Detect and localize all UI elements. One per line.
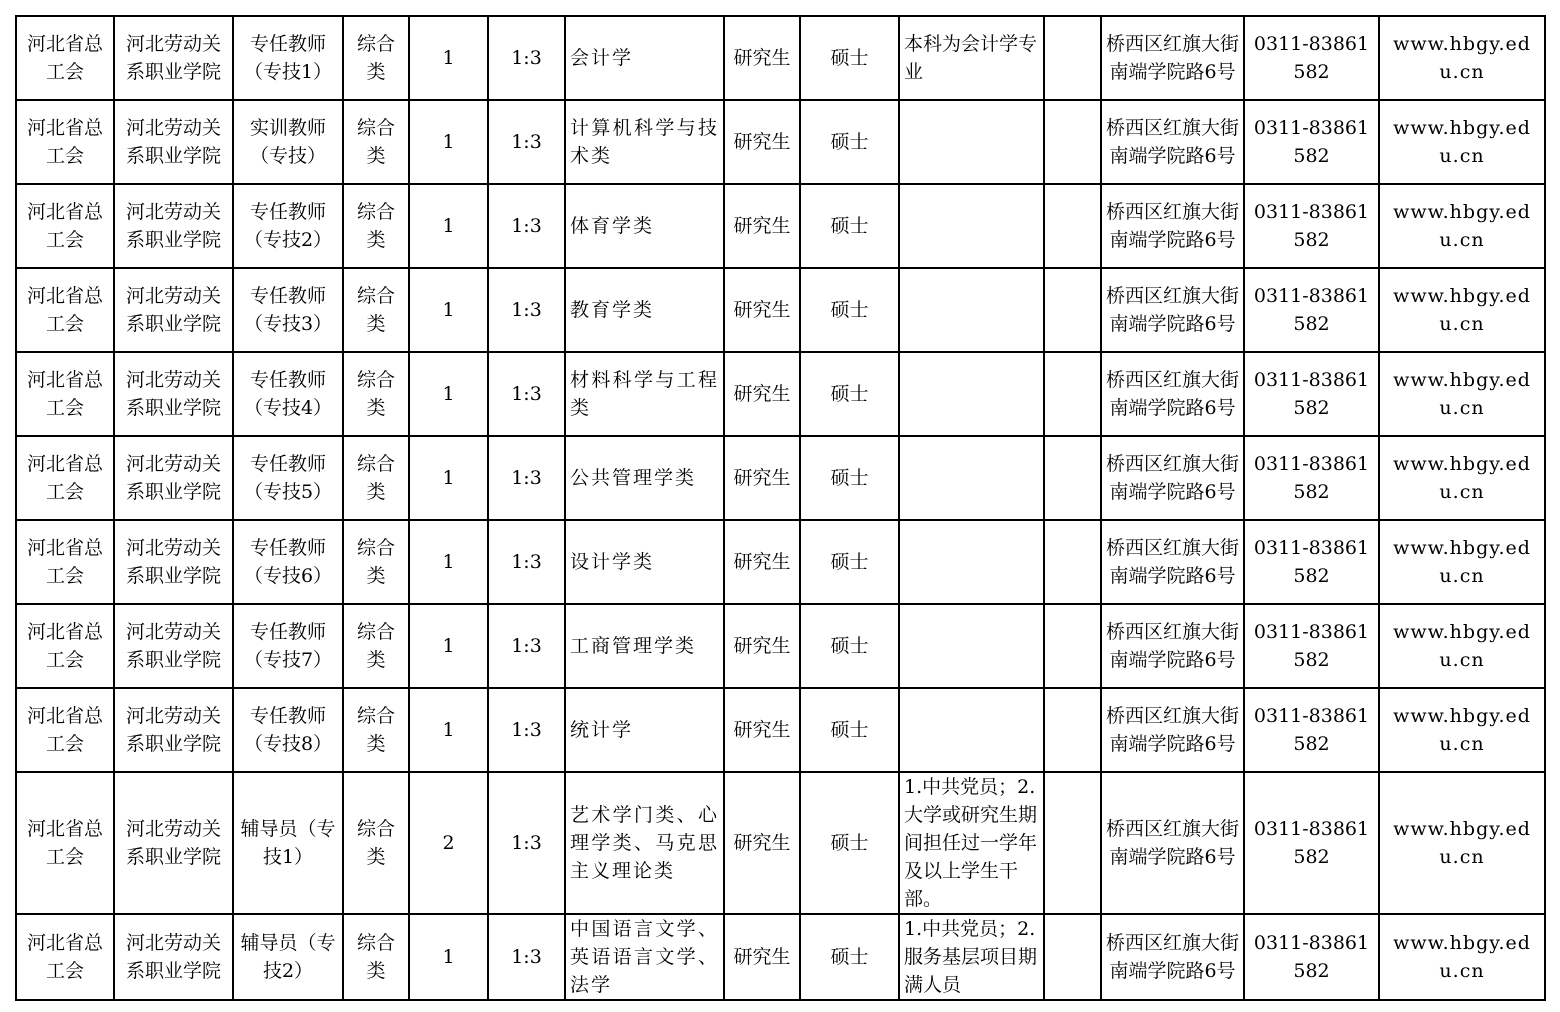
position-cell: 专任教师（专技1） [233,16,343,100]
notes-cell [899,268,1044,352]
degree-cell: 硕士 [800,184,899,268]
ratio-cell: 1:3 [488,604,565,688]
website-cell: www.hbgy.edu.cn [1379,604,1545,688]
table-row [16,100,1545,184]
position-cell: 专任教师（专技5） [233,436,343,520]
count-cell: 2 [409,772,488,914]
ratio-cell: 1:3 [488,914,565,1000]
other-cell [1044,688,1101,772]
position-cell: 辅导员（专技2） [233,914,343,1000]
other-cell [1044,436,1101,520]
address-cell: 桥西区红旗大街南端学院路6号 [1101,352,1244,436]
website-cell: www.hbgy.edu.cn [1379,184,1545,268]
degree-cell: 硕士 [800,436,899,520]
category-cell: 综合类 [343,100,409,184]
ratio-cell: 1:3 [488,772,565,914]
website-cell: www.hbgy.edu.cn [1379,688,1545,772]
degree-cell: 硕士 [800,16,899,100]
category-cell: 综合类 [343,16,409,100]
education-cell: 研究生 [724,184,800,268]
dept-cell: 河北省总工会 [16,184,114,268]
notes-cell: 本科为会计学专业 [899,16,1044,100]
education-cell: 研究生 [724,772,800,914]
category-cell: 综合类 [343,352,409,436]
major-cell: 统计学 [565,688,724,772]
phone-cell: 0311-83861582 [1244,184,1379,268]
table-row [16,352,1545,436]
dept-cell: 河北省总工会 [16,100,114,184]
phone-cell: 0311-83861582 [1244,688,1379,772]
position-cell: 专任教师（专技2） [233,184,343,268]
dept-cell: 河北省总工会 [16,688,114,772]
position-cell: 辅导员（专技1） [233,772,343,914]
category-cell: 综合类 [343,520,409,604]
unit-cell: 河北劳动关系职业学院 [114,688,233,772]
ratio-cell: 1:3 [488,688,565,772]
phone-cell: 0311-83861582 [1244,604,1379,688]
major-cell: 设计学类 [565,520,724,604]
major-cell: 会计学 [565,16,724,100]
address-cell: 桥西区红旗大街南端学院路6号 [1101,914,1244,1000]
unit-cell: 河北劳动关系职业学院 [114,772,233,914]
dept-cell: 河北省总工会 [16,772,114,914]
phone-cell: 0311-83861582 [1244,772,1379,914]
count-cell: 1 [409,16,488,100]
ratio-cell: 1:3 [488,184,565,268]
website-cell: www.hbgy.edu.cn [1379,436,1545,520]
dept-cell: 河北省总工会 [16,914,114,1000]
dept-cell: 河北省总工会 [16,16,114,100]
other-cell [1044,604,1101,688]
table-row [16,16,1545,100]
phone-cell: 0311-83861582 [1244,914,1379,1000]
position-cell: 专任教师（专技3） [233,268,343,352]
notes-cell: 1.中共党员；2.大学或研究生期间担任过一学年及以上学生干部。 [899,772,1044,914]
count-cell: 1 [409,268,488,352]
table-body [16,16,1545,1000]
other-cell [1044,772,1101,914]
table-row [16,436,1545,520]
position-cell: 专任教师（专技7） [233,604,343,688]
position-cell: 专任教师（专技6） [233,520,343,604]
other-cell [1044,100,1101,184]
address-cell: 桥西区红旗大街南端学院路6号 [1101,184,1244,268]
website-cell: www.hbgy.edu.cn [1379,16,1545,100]
address-cell: 桥西区红旗大街南端学院路6号 [1101,520,1244,604]
category-cell: 综合类 [343,184,409,268]
education-cell: 研究生 [724,100,800,184]
phone-cell: 0311-83861582 [1244,352,1379,436]
major-cell: 材料科学与工程类 [565,352,724,436]
unit-cell: 河北劳动关系职业学院 [114,16,233,100]
table-row [16,268,1545,352]
other-cell [1044,352,1101,436]
count-cell: 1 [409,184,488,268]
category-cell: 综合类 [343,604,409,688]
unit-cell: 河北劳动关系职业学院 [114,100,233,184]
other-cell [1044,16,1101,100]
other-cell [1044,184,1101,268]
address-cell: 桥西区红旗大街南端学院路6号 [1101,268,1244,352]
unit-cell: 河北劳动关系职业学院 [114,184,233,268]
category-cell: 综合类 [343,772,409,914]
table-row [16,914,1545,1000]
dept-cell: 河北省总工会 [16,436,114,520]
website-cell: www.hbgy.edu.cn [1379,268,1545,352]
count-cell: 1 [409,100,488,184]
address-cell: 桥西区红旗大街南端学院路6号 [1101,16,1244,100]
category-cell: 综合类 [343,914,409,1000]
phone-cell: 0311-83861582 [1244,436,1379,520]
degree-cell: 硕士 [800,914,899,1000]
education-cell: 研究生 [724,914,800,1000]
table-row [16,772,1545,914]
ratio-cell: 1:3 [488,436,565,520]
degree-cell: 硕士 [800,100,899,184]
notes-cell [899,352,1044,436]
ratio-cell: 1:3 [488,520,565,604]
notes-cell [899,436,1044,520]
count-cell: 1 [409,914,488,1000]
phone-cell: 0311-83861582 [1244,16,1379,100]
other-cell [1044,520,1101,604]
unit-cell: 河北劳动关系职业学院 [114,520,233,604]
count-cell: 1 [409,520,488,604]
major-cell: 中国语言文学、英语语言文学、法学 [565,914,724,1000]
unit-cell: 河北劳动关系职业学院 [114,436,233,520]
education-cell: 研究生 [724,520,800,604]
major-cell: 公共管理学类 [565,436,724,520]
degree-cell: 硕士 [800,688,899,772]
table-row [16,520,1545,604]
website-cell: www.hbgy.edu.cn [1379,352,1545,436]
education-cell: 研究生 [724,436,800,520]
phone-cell: 0311-83861582 [1244,520,1379,604]
phone-cell: 0311-83861582 [1244,268,1379,352]
ratio-cell: 1:3 [488,268,565,352]
degree-cell: 硕士 [800,268,899,352]
dept-cell: 河北省总工会 [16,352,114,436]
table-row [16,604,1545,688]
education-cell: 研究生 [724,268,800,352]
degree-cell: 硕士 [800,520,899,604]
recruitment-table [15,15,1546,1001]
education-cell: 研究生 [724,352,800,436]
major-cell: 教育学类 [565,268,724,352]
address-cell: 桥西区红旗大街南端学院路6号 [1101,604,1244,688]
major-cell: 体育学类 [565,184,724,268]
major-cell: 工商管理学类 [565,604,724,688]
education-cell: 研究生 [724,16,800,100]
degree-cell: 硕士 [800,352,899,436]
unit-cell: 河北劳动关系职业学院 [114,914,233,1000]
website-cell: www.hbgy.edu.cn [1379,772,1545,914]
address-cell: 桥西区红旗大街南端学院路6号 [1101,436,1244,520]
website-cell: www.hbgy.edu.cn [1379,914,1545,1000]
major-cell: 艺术学门类、心理学类、马克思主义理论类 [565,772,724,914]
education-cell: 研究生 [724,604,800,688]
dept-cell: 河北省总工会 [16,604,114,688]
count-cell: 1 [409,352,488,436]
dept-cell: 河北省总工会 [16,520,114,604]
ratio-cell: 1:3 [488,100,565,184]
website-cell: www.hbgy.edu.cn [1379,100,1545,184]
notes-cell [899,520,1044,604]
notes-cell [899,604,1044,688]
phone-cell: 0311-83861582 [1244,100,1379,184]
website-cell: www.hbgy.edu.cn [1379,520,1545,604]
notes-cell: 1.中共党员；2.服务基层项目期满人员 [899,914,1044,1000]
address-cell: 桥西区红旗大街南端学院路6号 [1101,100,1244,184]
table-row [16,184,1545,268]
table-row [16,688,1545,772]
other-cell [1044,268,1101,352]
degree-cell: 硕士 [800,604,899,688]
notes-cell [899,100,1044,184]
ratio-cell: 1:3 [488,352,565,436]
category-cell: 综合类 [343,688,409,772]
count-cell: 1 [409,436,488,520]
count-cell: 1 [409,604,488,688]
unit-cell: 河北劳动关系职业学院 [114,268,233,352]
category-cell: 综合类 [343,268,409,352]
other-cell [1044,914,1101,1000]
address-cell: 桥西区红旗大街南端学院路6号 [1101,772,1244,914]
dept-cell: 河北省总工会 [16,268,114,352]
major-cell: 计算机科学与技术类 [565,100,724,184]
address-cell: 桥西区红旗大街南端学院路6号 [1101,688,1244,772]
position-cell: 实训教师（专技） [233,100,343,184]
unit-cell: 河北劳动关系职业学院 [114,352,233,436]
degree-cell: 硕士 [800,772,899,914]
notes-cell [899,184,1044,268]
ratio-cell: 1:3 [488,16,565,100]
category-cell: 综合类 [343,436,409,520]
education-cell: 研究生 [724,688,800,772]
position-cell: 专任教师（专技8） [233,688,343,772]
unit-cell: 河北劳动关系职业学院 [114,604,233,688]
position-cell: 专任教师（专技4） [233,352,343,436]
count-cell: 1 [409,688,488,772]
notes-cell [899,688,1044,772]
